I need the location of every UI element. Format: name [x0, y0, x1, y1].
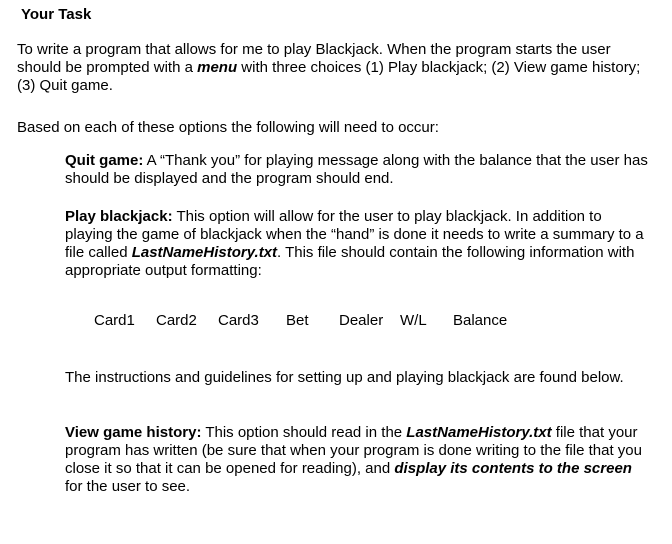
instructions-paragraph: The instructions and guidelines for setting up and playing blackjack are found below. — [65, 369, 624, 386]
column-header-balance: Balance — [453, 312, 508, 329]
intro-paragraph — [17, 41, 647, 95]
quit-game-label: Quit game: — [65, 152, 144, 169]
view-history-text-1: This option should read in the — [201, 424, 407, 441]
display-contents-emphasis: display its contents to the screen — [394, 460, 632, 477]
intro-text-2: with three choices (1) Play blackjack; (2) View game history; (3) Quit game. — [17, 59, 641, 94]
play-blackjack-label: Play blackjack: — [65, 208, 173, 225]
column-header-card2: Card2 — [156, 312, 197, 329]
intro-text-1: To write a program that allows for me to play Blackjack. When the program starts the user should be prompted with a — [17, 41, 611, 76]
menu-emphasis: menu — [197, 59, 238, 76]
view-history-label: View game history: — [65, 424, 202, 441]
column-header-bet: Bet — [286, 312, 309, 329]
column-header-dealer: Dealer — [339, 312, 384, 329]
view-history-filename: LastNameHistory.txt — [406, 424, 552, 441]
view-history-text-3: for the user to see. — [65, 478, 191, 495]
view-history-text-2: file that your program has written (be sure that when your program is done writing to the file that you close it so that it can be opened for reading), and — [65, 424, 642, 477]
history-filename: LastNameHistory.txt — [131, 244, 278, 261]
play-blackjack-text-1: This option will allow for the user to play blackjack. In addition to playing the game of blackjack when the “hand” is done it needs to write a summary to a file called — [65, 208, 644, 261]
column-header-card3: Card3 — [218, 312, 259, 329]
column-header-card1: Card1 — [94, 312, 135, 329]
page-title: Your Task — [21, 6, 92, 23]
play-blackjack-text-2: . This file should contain the following information with appropriate output formatting: — [65, 244, 635, 279]
quit-game-text: A “Thank you” for playing message along with the balance that the user has should be displayed and the program should end. — [65, 152, 648, 187]
quit-game-paragraph — [65, 152, 650, 188]
view-history-paragraph — [65, 424, 650, 496]
options-lead-in: Based on each of these options the following will need to occur: — [17, 119, 439, 136]
play-blackjack-paragraph — [65, 208, 650, 280]
column-header-win-loss: W/L — [400, 312, 427, 329]
